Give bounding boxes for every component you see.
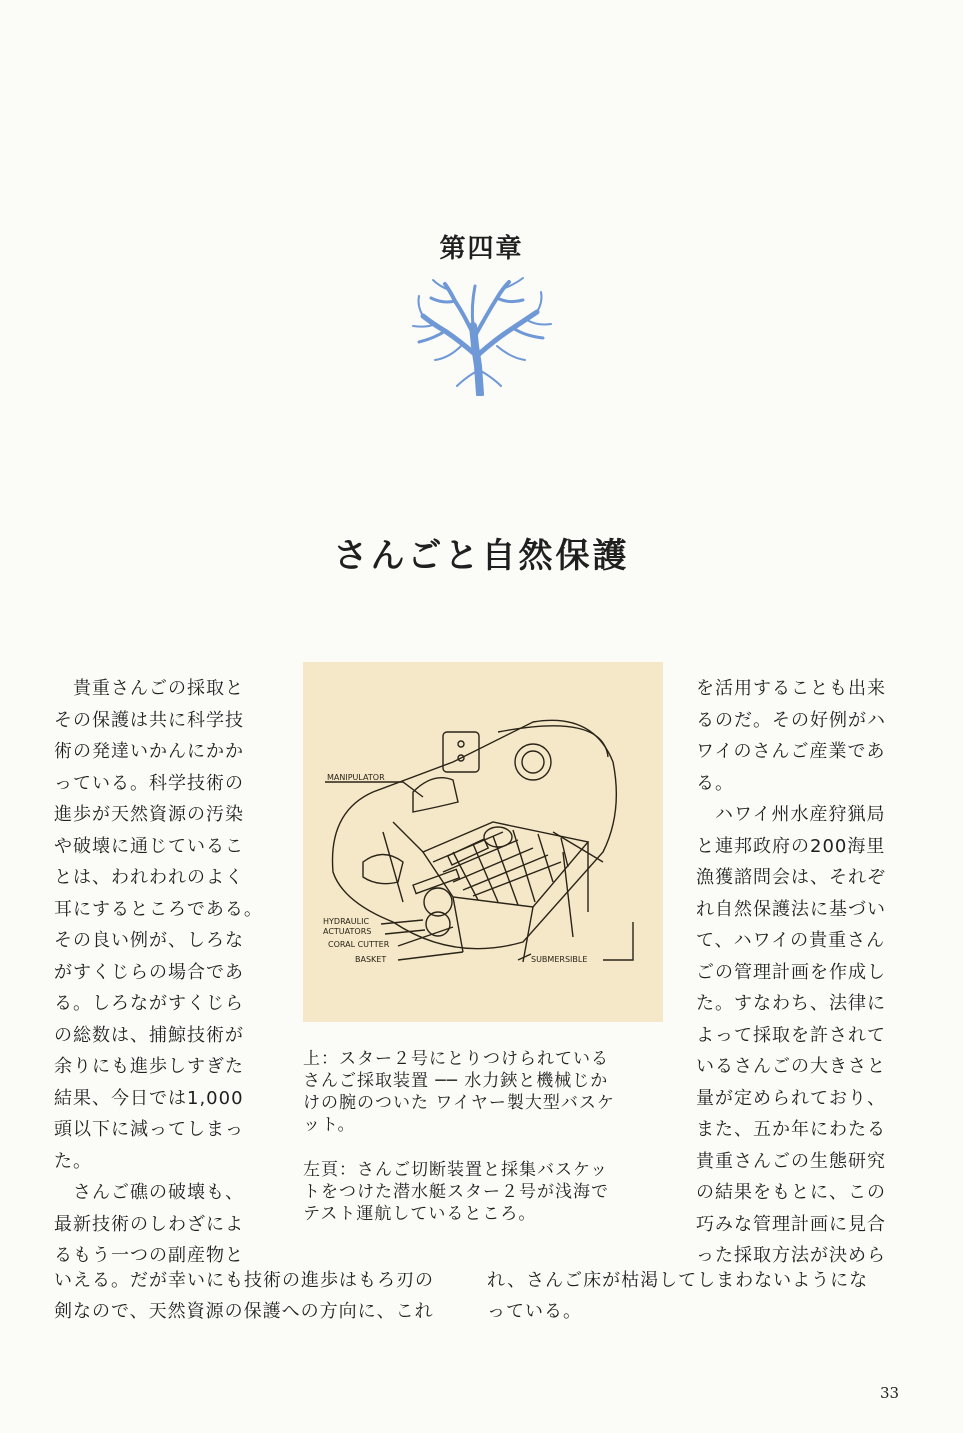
text-line: の結果をもとに、この	[696, 1182, 886, 1203]
bottom-left-text	[54, 1265, 474, 1327]
text-line: る。しろながすくじら	[54, 993, 244, 1014]
text-line: ット。	[303, 1115, 356, 1135]
text-line: テスト運航しているところ。	[303, 1204, 537, 1224]
text-line: れ自然保護法に基づい	[696, 898, 886, 920]
text-line: っている。科学技術の	[54, 772, 244, 794]
caption-top	[303, 1048, 663, 1136]
label-basket: BASKET	[355, 955, 387, 964]
text-line: 最新技術のしわざによ	[54, 1213, 244, 1235]
text-line: 結果、今日では1,000	[54, 1087, 244, 1109]
column-left	[54, 673, 274, 1272]
label-actuators: ACTUATORS	[323, 927, 372, 936]
text-line: 巧みな管理計画に見合	[696, 1213, 886, 1235]
text-line: と連邦政府の200海里	[696, 835, 886, 857]
text-line: いるさんごの大きさと	[696, 1056, 886, 1077]
text-line: ワイのさんご産業であ	[696, 741, 886, 762]
page-title: さんごと自然保護	[333, 536, 630, 576]
text-line: トをつけた潜水艇スター２号が浅海で	[303, 1182, 609, 1202]
text-line: 漁獲諮問会は、それぞ	[696, 867, 886, 888]
text-line: の総数は、捕鯨技術が	[54, 1024, 244, 1046]
text-line: 上：スター２号にとりつけられている	[303, 1049, 609, 1069]
text-line: 頭以下に減ってしまっ	[54, 1119, 244, 1140]
text-line: れ、さんご床が枯渇してしまわないようにな	[487, 1270, 869, 1291]
label-hydraulic: HYDRAULIC	[323, 917, 370, 926]
page-number: 33	[880, 1384, 900, 1402]
text-line: ハワイ州水産狩猟局	[696, 804, 886, 825]
submersible-diagram	[303, 662, 663, 1022]
caption-bottom	[303, 1159, 663, 1225]
text-line: その保護は共に科学技	[54, 709, 244, 731]
text-line: った採取方法が決めら	[696, 1245, 886, 1266]
text-line: 量が定められており、	[696, 1087, 886, 1109]
text-line: いえる。だが幸いにも技術の進歩はもろ刃の	[54, 1270, 434, 1291]
chapter-heading: 第四章	[439, 234, 524, 264]
text-line: 術の発達いかんにかか	[54, 741, 244, 762]
text-line: ごの管理計画を作成し	[696, 961, 886, 983]
text-line: また、五か年にわたる	[696, 1119, 886, 1140]
text-line: を活用することも出来	[696, 678, 886, 699]
text-line: 耳にするところである。	[54, 898, 263, 920]
text-line: その良い例が、しろな	[54, 930, 244, 951]
text-line: るもう一つの副産物と	[54, 1245, 244, 1266]
text-line: て、ハワイの貴重さん	[696, 930, 886, 951]
text-line: るのだ。その好例がハ	[696, 709, 886, 731]
text-line: た。	[54, 1150, 92, 1172]
text-line: 進歩が天然資源の汚染	[54, 804, 244, 825]
text-line: や破壊に通じているこ	[54, 835, 244, 857]
text-line: る。	[696, 772, 734, 794]
text-line: さんご採取装置 ── 水力鋏と機械じか	[303, 1071, 609, 1091]
text-line: とは、われわれのよく	[54, 867, 244, 888]
text-line: た。すなわち、法律に	[696, 993, 886, 1014]
text-line: 貴重さんごの生態研究	[696, 1150, 886, 1172]
text-line: けの腕のついた ワイヤー製大型バスケ	[303, 1093, 615, 1113]
text-line: がすくじらの場合であ	[54, 961, 244, 983]
equipment-illustration	[303, 662, 663, 1022]
text-line: 余りにも進歩しすぎた	[54, 1056, 244, 1077]
column-right	[696, 673, 916, 1272]
text-line: 貴重さんごの採取と	[54, 678, 244, 699]
bottom-right-text	[487, 1265, 907, 1327]
text-line: さんご礁の破壊も、	[54, 1182, 244, 1203]
text-line: よって採取を許されて	[696, 1024, 886, 1046]
text-line: 剣なので、天然資源の保護への方向に、これ	[54, 1301, 434, 1322]
coral-branch-icon	[405, 276, 555, 396]
label-manipulator: MANIPULATOR	[327, 773, 385, 782]
text-line: 左頁：さんご切断装置と採集バスケッ	[303, 1160, 609, 1180]
text-line: っている。	[487, 1301, 582, 1322]
label-submersible: SUBMERSIBLE	[531, 955, 588, 964]
label-coral-cutter: CORAL CUTTER	[328, 940, 390, 949]
